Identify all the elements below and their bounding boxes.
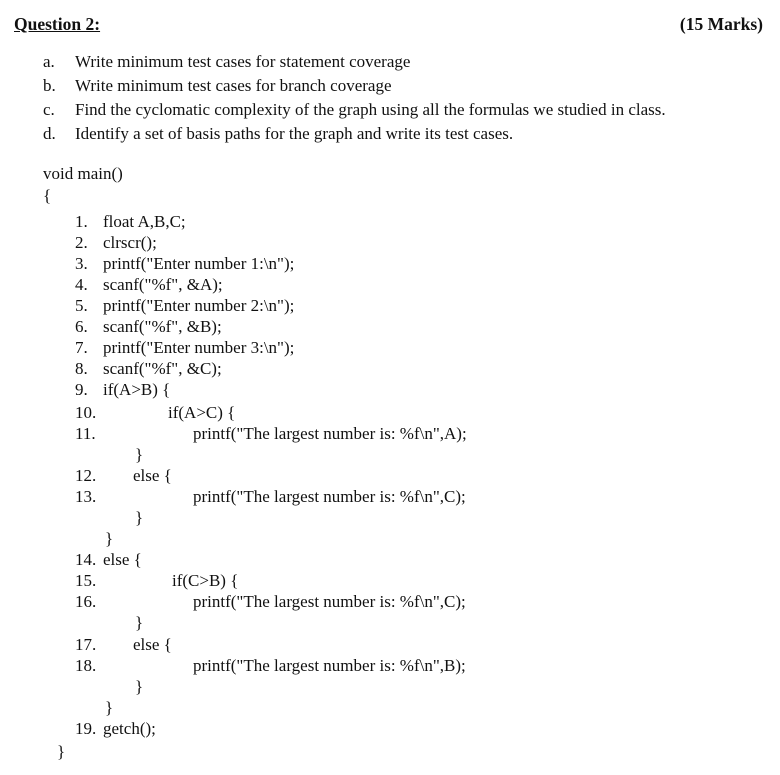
code-line: printf("The largest number is: %f\n",A); xyxy=(193,424,467,443)
line-number: 5. xyxy=(75,296,88,315)
line-number: 8. xyxy=(75,359,88,378)
code-line: printf("Enter number 2:\n"); xyxy=(103,296,295,315)
code-line: float A,B,C; xyxy=(103,212,186,231)
code-line: scanf("%f", &B); xyxy=(103,317,222,336)
line-number: 7. xyxy=(75,338,88,357)
brace: } xyxy=(57,742,66,761)
line-number: 4. xyxy=(75,275,88,294)
code-line: if(A>C) { xyxy=(168,403,236,422)
brace: } xyxy=(135,613,144,632)
line-number: 6. xyxy=(75,317,88,336)
brace: { xyxy=(43,186,52,205)
line-number: 10. xyxy=(75,403,97,422)
line-number: 16. xyxy=(75,592,97,611)
task-text: Write minimum test cases for branch coverage xyxy=(75,76,392,95)
line-number: 2. xyxy=(75,233,88,252)
line-number: 13. xyxy=(75,487,97,506)
task-text: Write minimum test cases for statement coverage xyxy=(75,52,411,71)
brace: } xyxy=(105,698,114,717)
task-text: Find the cyclomatic complexity of the graph using all the formulas we studied in class. xyxy=(75,100,666,119)
code-line: printf("Enter number 3:\n"); xyxy=(103,338,295,357)
task-label: a. xyxy=(43,52,55,71)
function-signature: void main() xyxy=(43,164,123,183)
code-line: printf("The largest number is: %f\n",B); xyxy=(193,656,466,675)
code-line: printf("The largest number is: %f\n",C); xyxy=(193,487,466,506)
line-number: 3. xyxy=(75,254,88,273)
brace: } xyxy=(105,529,114,548)
code-line: else { xyxy=(133,635,172,654)
line-number: 11. xyxy=(75,424,96,443)
line-number: 14. xyxy=(75,550,97,569)
marks-label: (15 Marks) xyxy=(679,14,763,34)
code-line: getch(); xyxy=(103,719,156,738)
line-number: 19. xyxy=(75,719,97,738)
task-text: Identify a set of basis paths for the graph and write its test cases. xyxy=(75,124,514,143)
line-number: 12. xyxy=(75,466,97,485)
brace: } xyxy=(135,677,144,696)
code-line: scanf("%f", &C); xyxy=(103,359,222,378)
code-line: else { xyxy=(103,550,142,569)
code-line: if(A>B) { xyxy=(103,380,171,399)
task-label: c. xyxy=(43,100,55,119)
task-label: d. xyxy=(43,124,56,143)
brace: } xyxy=(135,445,144,464)
code-line: else { xyxy=(133,466,172,485)
brace: } xyxy=(135,508,144,527)
task-label: b. xyxy=(43,76,56,95)
code-line: scanf("%f", &A); xyxy=(103,275,223,294)
code-line: clrscr(); xyxy=(103,233,157,252)
code-line: printf("The largest number is: %f\n",C); xyxy=(193,592,466,611)
question-title: Question 2: xyxy=(14,14,101,34)
line-number: 9. xyxy=(75,380,88,399)
line-number: 17. xyxy=(75,635,97,654)
code-line: printf("Enter number 1:\n"); xyxy=(103,254,295,273)
line-number: 18. xyxy=(75,656,97,675)
code-line: if(C>B) { xyxy=(172,571,239,590)
line-number: 1. xyxy=(75,212,88,231)
line-number: 15. xyxy=(75,571,97,590)
